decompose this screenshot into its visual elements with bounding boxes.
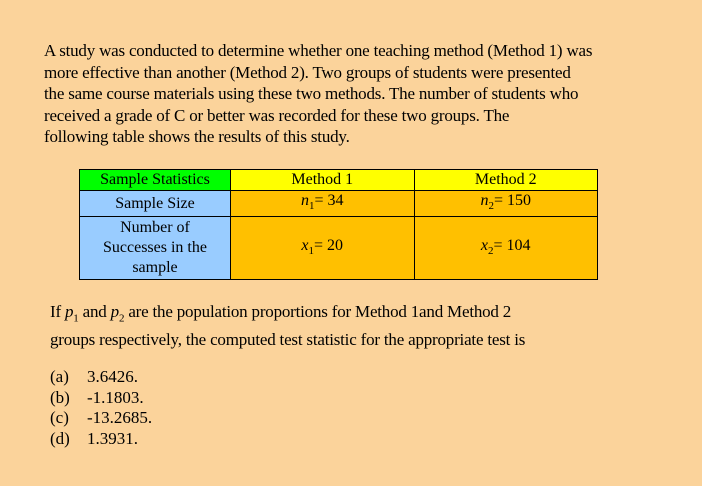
option-value: 1.3931.: [87, 428, 138, 448]
successes-label-line: Successes in the: [103, 239, 207, 257]
n1-variable: n: [300, 192, 309, 209]
x1-value: = 20: [314, 236, 344, 254]
x2-subscript: 2: [488, 244, 494, 257]
row-label-sample-size: Sample Size: [80, 191, 231, 217]
x1-subscript: 1: [308, 244, 315, 257]
question-fragment: and: [78, 302, 111, 321]
question-text: [50, 301, 670, 351]
intro-line: more effective than another (Method 2). Two groups of students were presented: [44, 62, 571, 82]
n2-subscript: 2: [488, 200, 494, 213]
successes-label-line: sample: [132, 259, 178, 277]
row-label-successes: [80, 217, 231, 280]
n2-value: = 150: [493, 192, 532, 209]
option-d[interactable]: [50, 429, 152, 450]
x2-value: = 104: [493, 236, 531, 254]
intro-line: A study was conducted to determine whether one teaching method (Method 1) was: [44, 41, 593, 60]
table-row-successes: [80, 217, 598, 280]
cell-x1: [231, 217, 415, 280]
option-label: (b): [50, 387, 70, 407]
option-label: (a): [50, 367, 69, 386]
answer-options: [50, 367, 152, 449]
option-label: (d): [50, 428, 70, 448]
header-method-2: Method 2: [414, 170, 598, 191]
x2-variable: x: [480, 236, 489, 254]
cell-x2: [414, 217, 598, 280]
problem-intro: [44, 40, 684, 148]
statistics-table: [79, 169, 598, 280]
table-header-row: [80, 170, 598, 191]
option-label: (c): [50, 408, 69, 427]
x1-variable: x: [301, 236, 309, 254]
option-a[interactable]: [50, 367, 152, 388]
cell-n2: [414, 191, 598, 217]
successes-label-line: Number of: [120, 219, 190, 237]
n1-value: = 34: [314, 192, 344, 209]
p2-variable: p: [110, 302, 119, 321]
p2-subscript: 2: [118, 312, 125, 325]
question-fragment: If: [50, 302, 65, 321]
question-fragment: are the population proportions for Method 1and Method 2: [124, 302, 512, 321]
option-c[interactable]: [50, 408, 152, 429]
question-line-1: [50, 301, 670, 329]
intro-line: following table shows the results of this study.: [44, 127, 350, 146]
cell-n1: [231, 191, 415, 217]
header-method-1: Method 1: [231, 170, 415, 191]
header-sample-statistics: Sample Statistics: [80, 170, 231, 191]
table-row-sample-size: [80, 191, 598, 217]
intro-line: the same course materials using these two methods. The number of students who: [44, 84, 579, 103]
option-value: 3.6426.: [87, 367, 138, 386]
n2-variable: n: [480, 192, 489, 209]
option-value: -13.2685.: [87, 408, 153, 427]
p1-variable: p: [64, 302, 74, 321]
n1-subscript: 1: [308, 200, 315, 213]
option-value: -1.1803.: [87, 387, 144, 407]
p1-subscript: 1: [73, 312, 79, 325]
intro-line: received a grade of C or better was recorded for these two groups. The: [44, 105, 510, 125]
option-b[interactable]: [50, 388, 152, 409]
question-line-2: groups respectively, the computed test statistic for the appropriate test is: [50, 330, 526, 350]
